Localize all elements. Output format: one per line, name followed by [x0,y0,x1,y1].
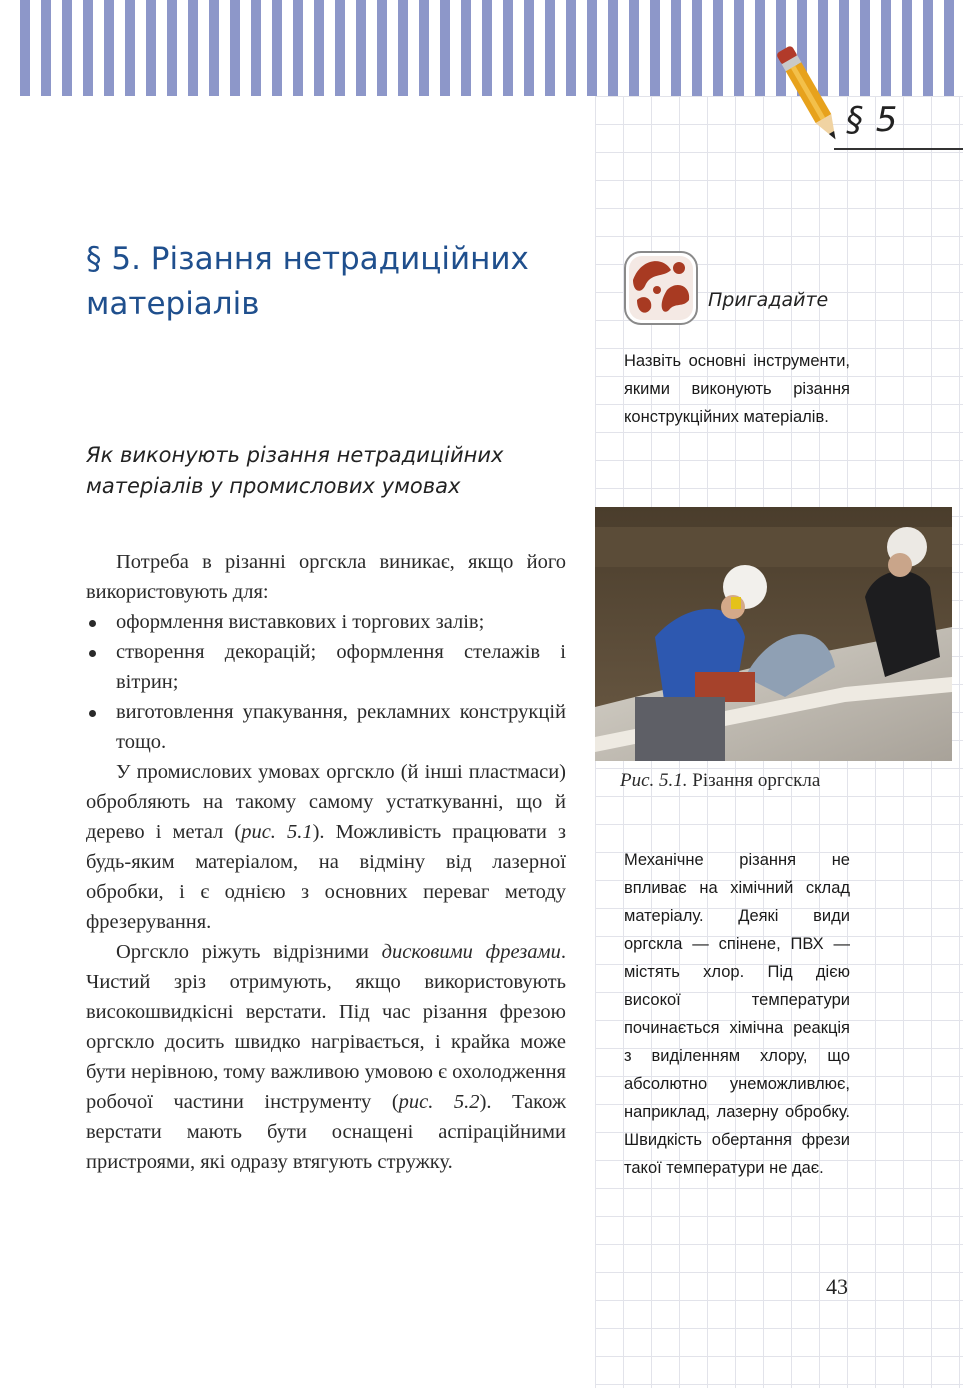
page-number: 43 [826,1274,848,1299]
figure-reference: рис. 5.1 [241,821,313,843]
figure-caption-text: Різання оргскла [687,770,821,791]
recall-label: Пригадайте [708,289,829,311]
paragraph-cutting [86,937,566,1177]
list-item: оформлення виставкових і торгових залів; [86,607,566,637]
paragraph-industrial [86,757,566,937]
term-emphasis: дисковими фрезами [381,941,561,963]
paragraph-text: Оргскло ріжуть відрізними [116,941,382,963]
section-underline [834,148,963,150]
paragraph-text: ). Можливість працювати з будь-яким матеріалом, на відміну від лазерної обробки, і є однією з основних переваг методу фрезерування. [86,821,566,933]
section-subtitle: Як виконують різання нетрадиційних матеріалів у промислових умовах [86,443,504,498]
usage-list [86,607,566,757]
recall-question: Назвіть основні інструменти, якими виконують різання конструкційних матеріалів. [624,352,850,426]
pencil-icon [776,38,846,156]
list-item: створення декорацій; оформлення стелажів і вітрин; [86,637,566,697]
figure-caption [620,770,870,792]
workshop-photo [595,507,952,761]
list-item: виготовлення упакування, рекламних конструкцій тощо. [86,697,566,757]
paragraph-text: . Чистий зріз отримують, якщо використовують високошвидкісні верстати. Під час різання фрезою оргскло досить швидко нагрівається, і крайка може бути нерівною, тому важливою умовою є охолодження робочої частини інструменту ( [86,941,566,1113]
side-note: Механічне різання не впливає на хімічний склад матеріалу. Деякі види оргскла — спінене, ПВХ — містять хлор. Під дією високої температури починається хімічна реакція з виділенням хлору, що абсолютно унеможливлює, наприклад, лазерну обробку. Швидкість обертання фрези такої температури не дає. [624,851,850,1177]
main-body-text [86,547,566,1177]
section-mark: § 5 [846,100,899,140]
recall-icon [623,250,699,326]
paragraph-text: У промислових умовах оргскло (й інші пластмаси) обробляють на такому самому устаткуванні, що й дерево і метал ( [86,761,566,843]
paragraph-text: ). Також верстати мають бути оснащені аспіраційними пристроями, які одразу втягують стружку. [86,1091,566,1173]
figure-label: Рис. 5.1. [620,770,688,791]
figure-reference: рис. 5.2 [398,1091,480,1113]
intro-paragraph: Потреба в різанні оргскла виникає, якщо його використовують для: [86,551,566,603]
page-title: § 5. Різання нетрадиційних матеріалів [86,241,529,322]
